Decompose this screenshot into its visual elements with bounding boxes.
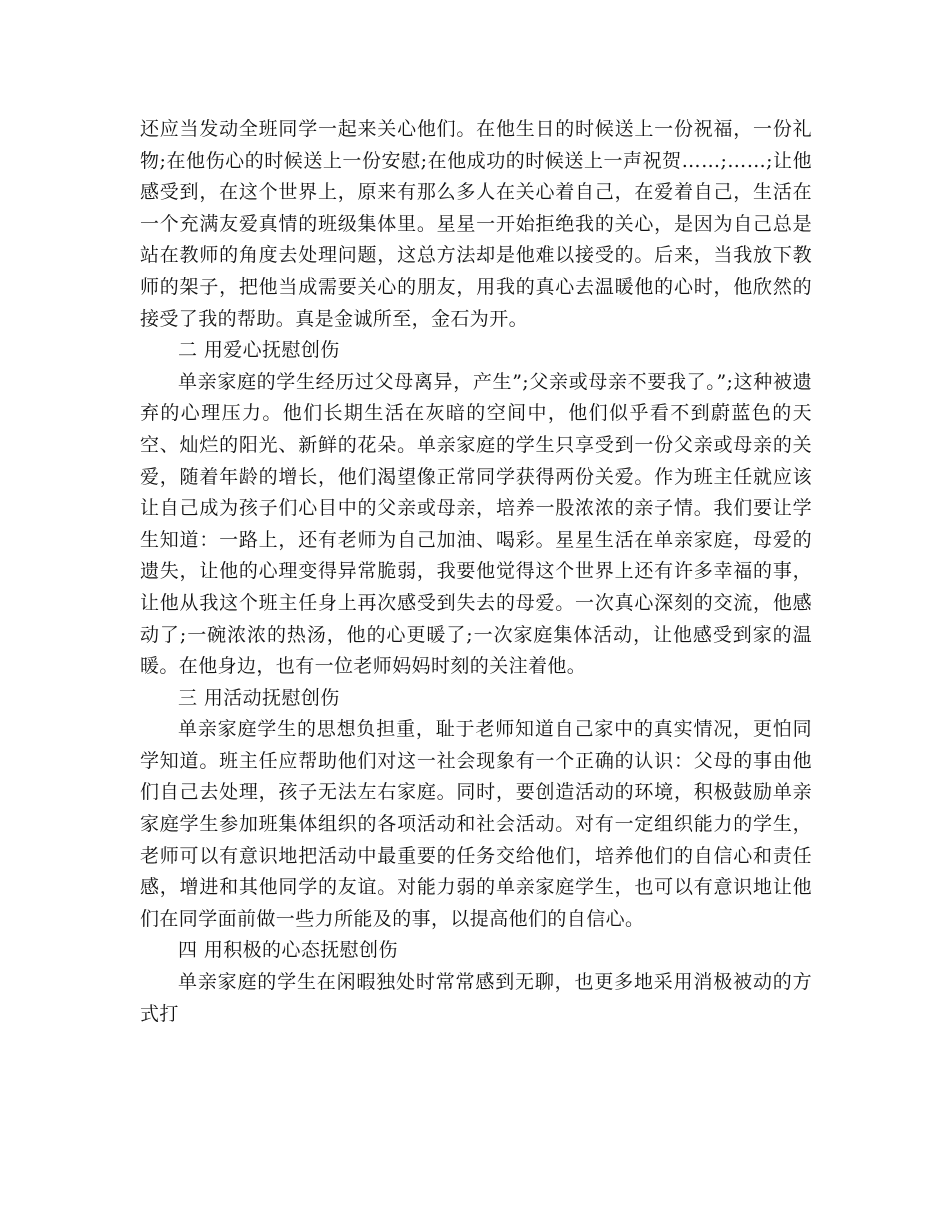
paragraph-love: 单亲家庭的学生经历过父母离异，产生”;父亲或母亲不要我了。”;这种被遗弃的心理压力。他们长期生活在灰暗的空间中，他们似乎看不到蔚蓝色的天空、灿烂的阳光、新鲜的花朵。单亲家庭的学生只享受到一份父亲或母亲的关爱，随着年龄的增长，他们渴望像正常同学获得两份关爱。作为班主任就应该让自己成为孩子们心目中的父亲或母亲，培养一股浓浓的亲子情。我们要让学生知道：一路上，还有老师为自己加油、喝彩。星星生活在单亲家庭，母爱的遗失，让他的心理变得异常脆弱，我要他觉得这个世界上还有许多幸福的事，让他从我这个班主任身上再次感受到失去的母爱。一次真心深刻的交流，他感动了;一碗浓浓的热汤，他的心更暖了;一次家庭集体活动，让他感受到家的温暖。在他身边，也有一位老师妈妈时刻的关注着他。 <box>140 370 812 678</box>
section-heading-activities: 三 用活动抚慰创伤 <box>178 686 340 709</box>
section-heading-love: 二 用爱心抚慰创伤 <box>178 339 340 362</box>
paragraph-positive-attitude: 单亲家庭的学生在闲暇独处时常常感到无聊，也更多地采用消极被动的方式打 <box>140 971 812 1025</box>
paragraph-class-care: 还应当发动全班同学一起来关心他们。在他生日的时候送上一份祝福，一份礼物;在他伤心的时候送上一份安慰;在他成功的时候送上一声祝贺……;……;让他感受到，在这个世界上，原来有那么多人在关心着自己，在爱着自己，生活在一个充满友爱真情的班级集体里。星星一开始拒绝我的关心，是因为自己总是站在教师的角度去处理问题，这总方法却是他难以接受的。后来，当我放下教师的架子，把他当成需要关心的朋友，用我的真心去温暖他的心时，他欣然的接受了我的帮助。真是金诚所至，金石为开。 <box>140 118 812 330</box>
paragraph-activities: 单亲家庭学生的思想负担重，耻于老师知道自己家中的真实情况，更怕同学知道。班主任应帮助他们对这一社会现象有一个正确的认识：父母的事由他们自己去处理，孩子无法左右家庭。同时，要创造活动的环境，积极鼓励单亲家庭学生参加班集体组织的各项活动和社会活动。对有一定组织能力的学生，老师可以有意识地把活动中最重要的任务交给他们，培养他们的自信心和责任感，增进和其他同学的友谊。对能力弱的单亲家庭学生，也可以有意识地让他们在同学面前做一些力所能及的事，以提高他们的自信心。 <box>140 718 812 930</box>
section-heading-positive-attitude: 四 用积极的心态抚慰创伤 <box>178 939 398 962</box>
document-body <box>140 114 812 1030</box>
